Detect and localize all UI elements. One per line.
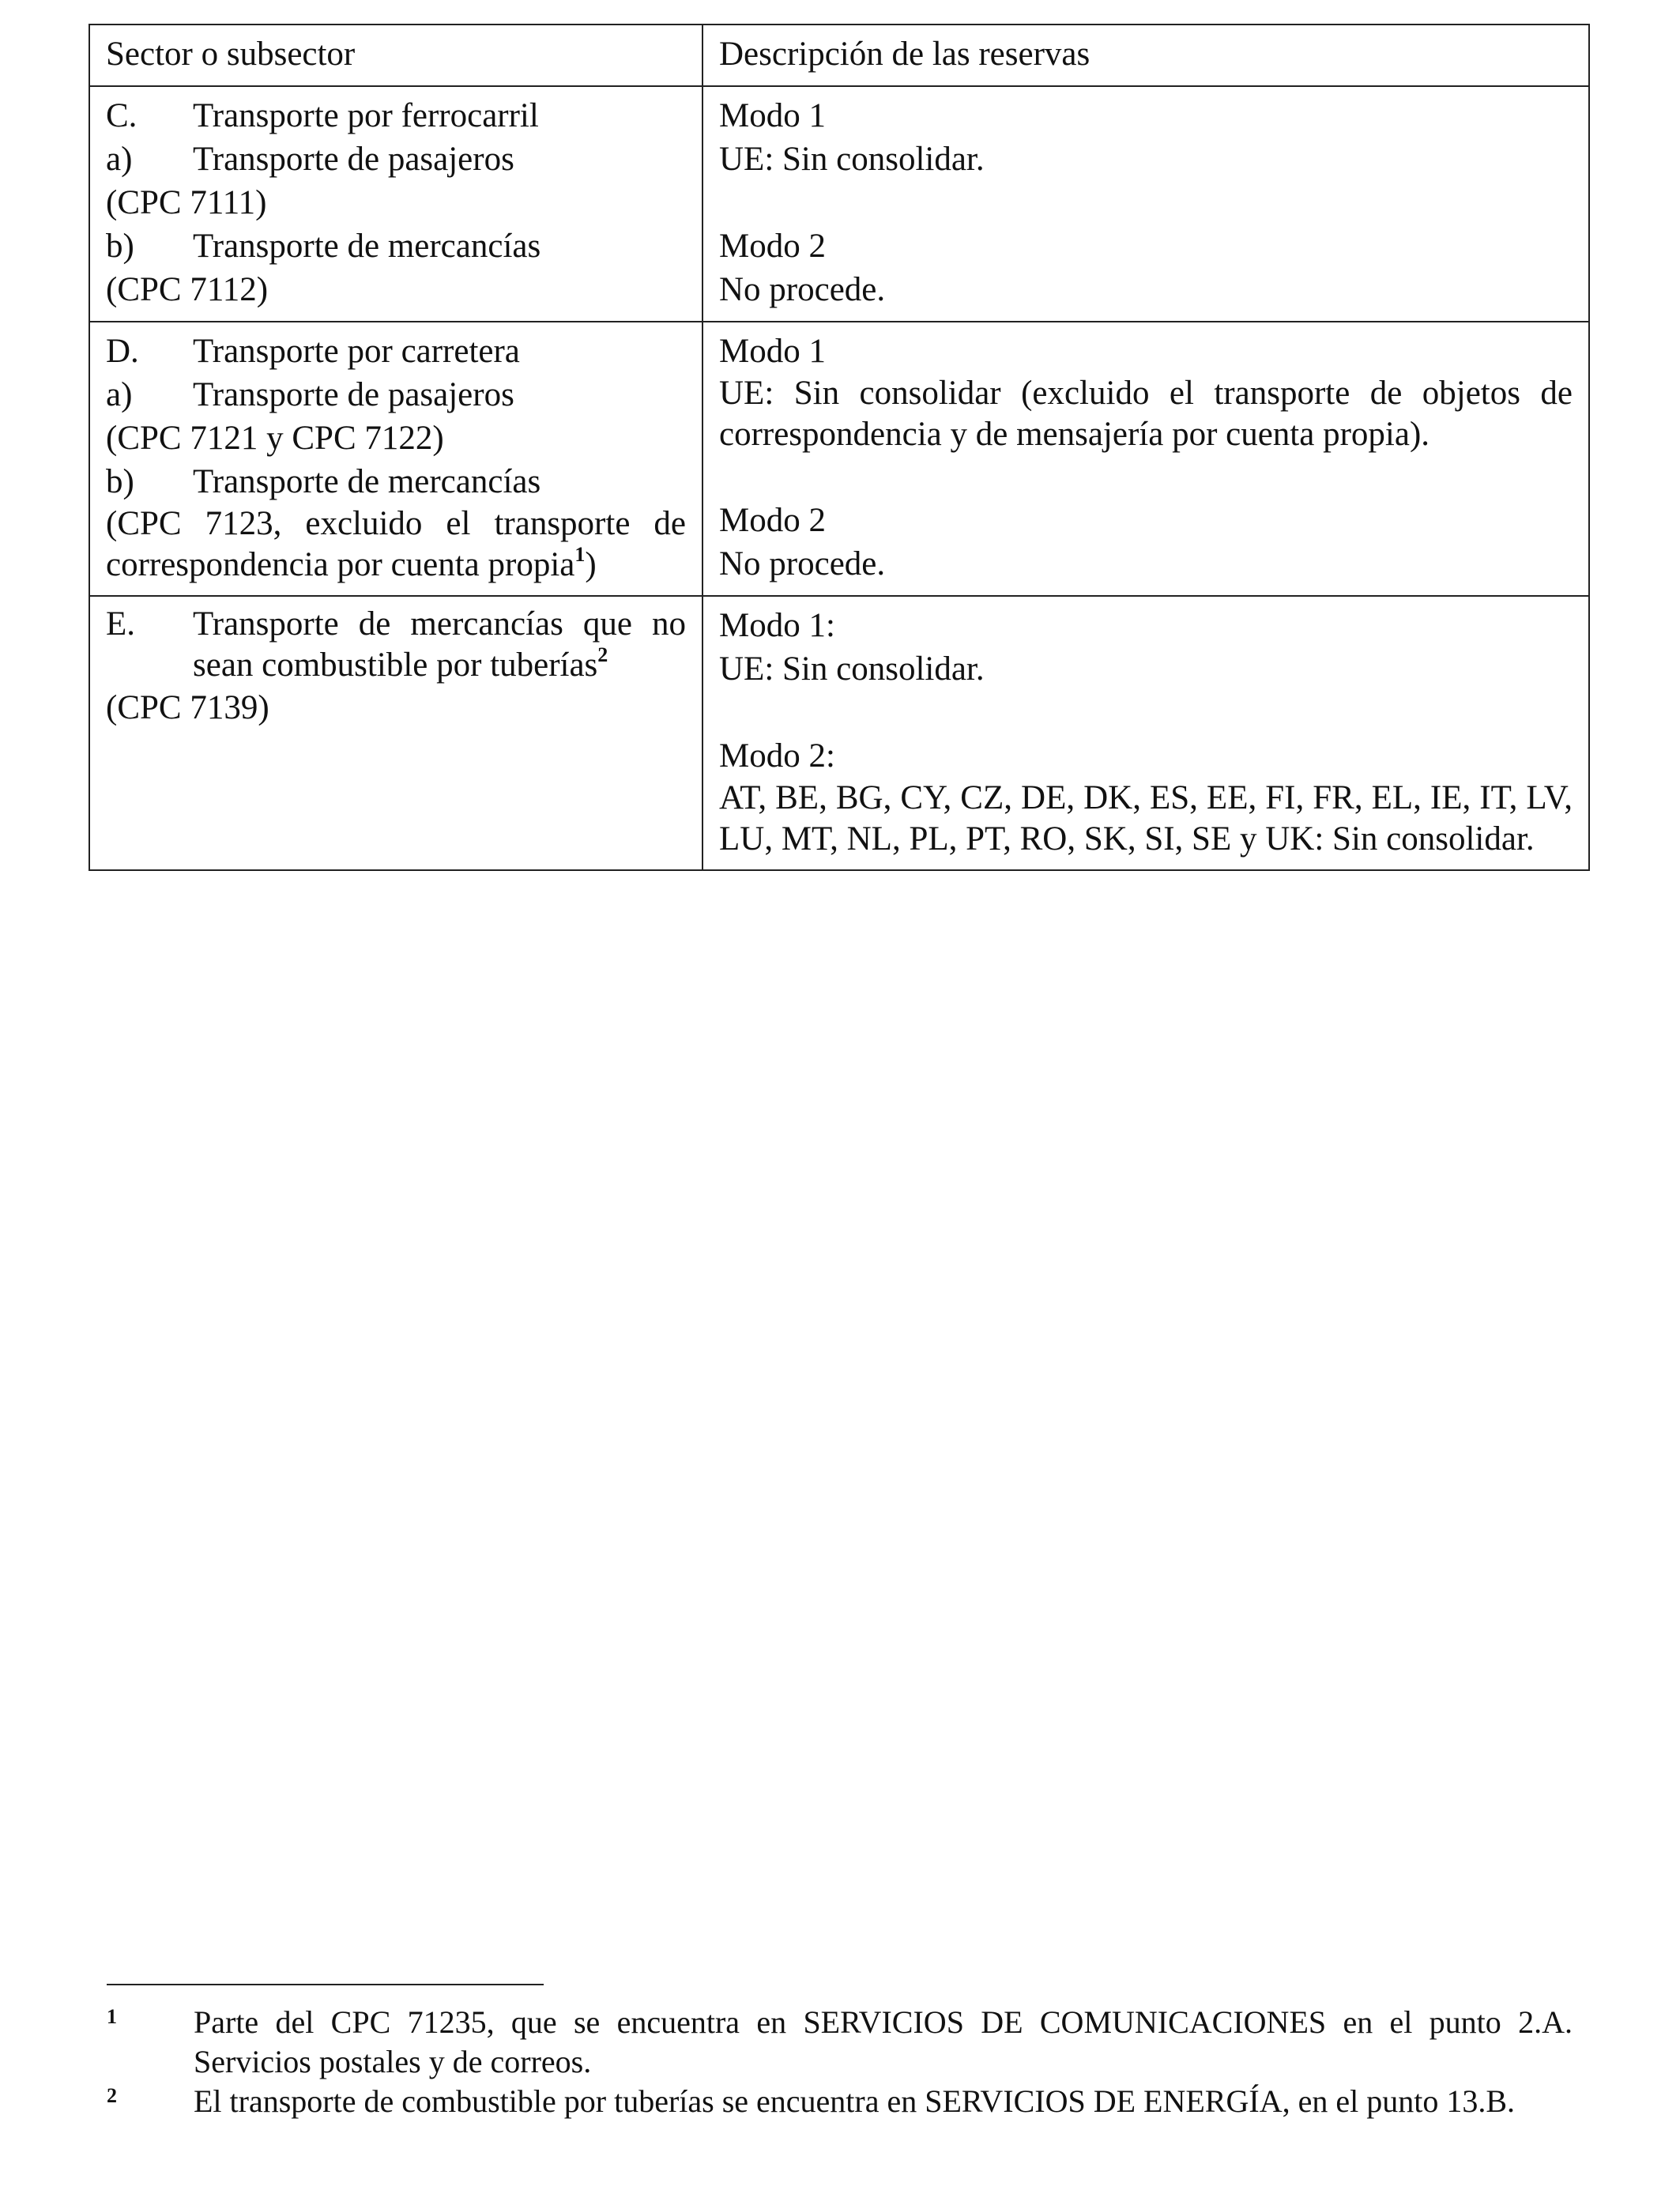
- description-cell: [703, 322, 1589, 596]
- footnote-ref-2[interactable]: 2: [597, 643, 608, 666]
- footnote-2: [107, 2082, 1573, 2121]
- mode1-text: UE: Sin consolidar (excluido el transporte de objetos de correspondencia y de mensajería por cuenta propia).: [719, 375, 1573, 453]
- sector-line: [106, 94, 686, 138]
- mode2-text: No procede.: [719, 545, 886, 582]
- mode1-title: Modo 1: [719, 333, 826, 370]
- spacer: [719, 455, 1573, 499]
- footnotes: [107, 2003, 1573, 2121]
- cpc-code-text: (CPC 7123, excluido el transporte de correspondencia por cuenta propia: [106, 505, 686, 583]
- mode1-title: Modo 1: [719, 97, 826, 134]
- sector-cell: [89, 596, 703, 870]
- sector-label: b): [106, 228, 134, 265]
- mode1-text: UE: Sin consolidar.: [719, 141, 985, 178]
- sector-text: Transporte por carretera: [193, 333, 520, 370]
- mode2-title: Modo 2: [719, 228, 826, 265]
- table-header-row: [89, 25, 1589, 86]
- footnote-text: Parte del CPC 71235, que se encuentra en SERVICIOS DE COMUNICACIONES en el punto 2.A. Servicios postales y de correos.: [194, 2004, 1573, 2079]
- sector-cell: [89, 322, 703, 596]
- sector-text-wrap: [193, 604, 686, 686]
- table-row: [89, 596, 1589, 870]
- reservations-table: [89, 24, 1590, 871]
- cpc-code: (CPC 7112): [106, 271, 269, 308]
- sector-label: a): [106, 141, 133, 178]
- cpc-code-close: ): [585, 546, 597, 583]
- table-row: [89, 322, 1589, 596]
- footnote-number: 1: [107, 2005, 117, 2028]
- sector-label: C.: [106, 97, 137, 134]
- cpc-code: (CPC 7139): [106, 689, 269, 726]
- spacer: [719, 181, 1573, 224]
- sector-text: Transporte de mercancías: [193, 463, 541, 500]
- footnote-text: El transporte de combustible por tuberías se encuentra en SERVICIOS DE ENERGÍA, en el punto 13.B.: [194, 2083, 1515, 2119]
- mode1-title: Modo 1:: [719, 607, 835, 644]
- footnote-number: 2: [107, 2084, 117, 2107]
- sector-line: [106, 373, 686, 417]
- description-cell: [703, 596, 1589, 870]
- sector-label: b): [106, 463, 134, 500]
- sector-label: E.: [106, 605, 136, 643]
- spacer: [719, 691, 1573, 734]
- sector-text: Transporte de mercancías que no sean combustible por tuberías: [193, 605, 686, 684]
- header-description-cell: [703, 25, 1589, 86]
- sector-line: [106, 604, 686, 686]
- mode1-text: UE: Sin consolidar.: [719, 650, 985, 688]
- cpc-code: (CPC 7111): [106, 184, 267, 221]
- sector-text: Transporte de pasajeros: [193, 141, 514, 178]
- sector-text: Transporte de mercancías: [193, 228, 541, 265]
- sector-label: a): [106, 376, 133, 413]
- mode2-text: AT, BE, BG, CY, CZ, DE, DK, ES, EE, FI, FR, EL, IE, IT, LV, LU, MT, NL, PL, PT, RO, SK, SI, SE y UK: Sin consolidar.: [719, 779, 1573, 858]
- header-sector-cell: [89, 25, 703, 86]
- sector-text: Transporte por ferrocarril: [193, 97, 539, 134]
- footnote-1: [107, 2003, 1573, 2082]
- footnote-ref-1[interactable]: 1: [574, 543, 586, 566]
- mode2-text: No procede.: [719, 271, 886, 308]
- sector-cell: [89, 86, 703, 322]
- mode2-title: Modo 2:: [719, 737, 835, 775]
- header-sector: Sector o subsector: [106, 36, 356, 73]
- cpc-code: [106, 503, 686, 586]
- sector-line: [106, 330, 686, 373]
- header-description: Descripción de las reservas: [719, 36, 1090, 73]
- description-cell: [703, 86, 1589, 322]
- sector-line: [106, 138, 686, 181]
- sector-line: [106, 460, 686, 503]
- table-row: [89, 86, 1589, 322]
- footnote-separator: [107, 1984, 544, 1985]
- mode2-title: Modo 2: [719, 502, 826, 539]
- sector-label: D.: [106, 333, 139, 370]
- cpc-code: (CPC 7121 y CPC 7122): [106, 420, 444, 457]
- sector-text: Transporte de pasajeros: [193, 376, 514, 413]
- sector-line: [106, 224, 686, 268]
